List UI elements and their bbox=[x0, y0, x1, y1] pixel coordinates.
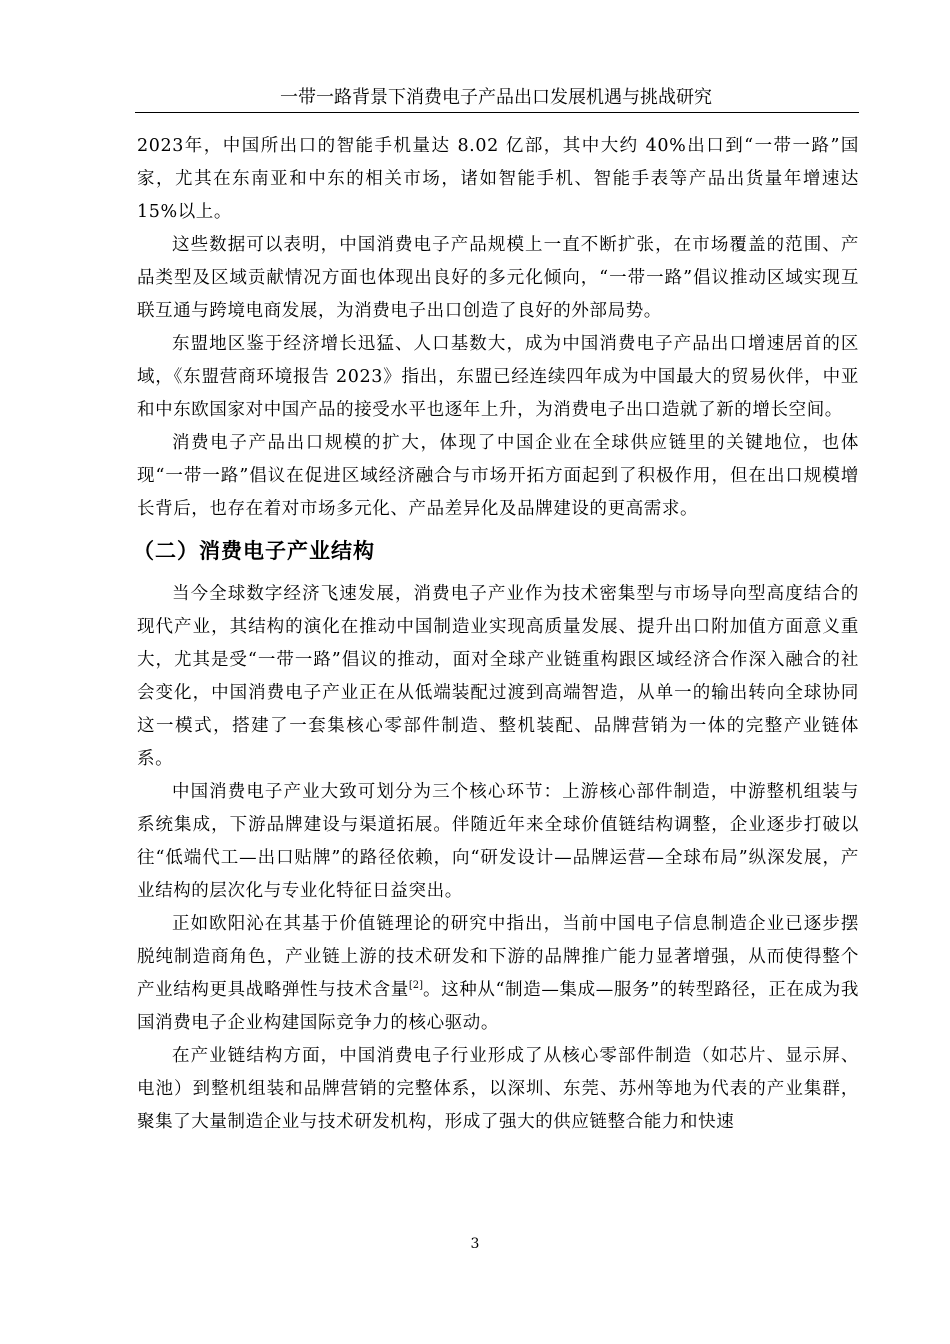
paragraph: 消费电子产品出口规模的扩大，体现了中国企业在全球供应链里的关键地位，也体现“一带一路”倡议在促进区域经济融合与市场开拓方面起到了积极作用，但在出口规模增长背后，也存在着对市场多元化、产品差异化及品牌建设的更高需求。 bbox=[137, 433, 859, 519]
paragraph: 这些数据可以表明，中国消费电子产品规模上一直不断扩张，在市场覆盖的范围、产品类型及区域贡献情况方面也体现出良好的多元化倾向，“一带一路”倡议推动区域实现互联互通与跨境电商发展，为消费电子出口创造了良好的外部局势。 bbox=[137, 235, 859, 321]
paragraph-text: 正如欧阳沁在其基于价值链理论的研究中指出，当前中国电子信息制造企业已逐步摆脱纯制造商角色，产业链上游的技术研发和下游的品牌推广能力显著增强，从而使得整个产业结构更具战略弹性与技术含量 bbox=[137, 914, 859, 1000]
paragraph: 当今全球数字经济飞速发展，消费电子产业作为技术密集型与市场导向型高度结合的现代产业，其结构的演化在推动中国制造业实现高质量发展、提升出口附加值方面意义重大，尤其是受“一带一路”倡议的推动，面对全球产业链重构跟区域经济合作深入融合的社会变化，中国消费电子产业正在从低端装配过渡到高端智造，从单一的输出转向全球协同这一模式，搭建了一套集核心零部件制造、整机装配、品牌营销为一体的完整产业链体系。 bbox=[137, 584, 859, 769]
page-number: 3 bbox=[470, 1236, 480, 1252]
paragraph-with-citation bbox=[137, 908, 859, 1040]
running-header: 一带一路背景下消费电子产品出口发展机遇与挑战研究 bbox=[280, 87, 712, 108]
paragraph-continued: 2023年，中国所出口的智能手机量达 8.02 亿部，其中大约 40%出口到“一带一路”国家，尤其在东南亚和中东的相关市场，诸如智能手机、智能手表等产品出货量年增速达 15%以上。 bbox=[137, 136, 859, 222]
paragraph: 东盟地区鉴于经济增长迅猛、人口基数大，成为中国消费电子产品出口增速居首的区域，《东盟营商环境报告 2023》指出，东盟已经连续四年成为中国最大的贸易伙伴，中亚和中东欧国家对中国产品的接受水平也逐年上升，为消费电子出口造就了新的增长空间。 bbox=[137, 334, 859, 420]
document-body bbox=[133, 130, 859, 1139]
section-heading: （二）消费电子产业结构 bbox=[133, 539, 375, 563]
citation-reference[interactable]: [2] bbox=[408, 980, 424, 992]
header-divider bbox=[135, 112, 859, 113]
paragraph: 在产业链结构方面，中国消费电子行业形成了从核心零部件制造（如芯片、显示屏、电池）到整机组装和品牌营销的完整体系，以深圳、东莞、苏州等地为代表的产业集群，聚集了大量制造企业与技术研发机构，形成了强大的供应链整合能力和快速 bbox=[137, 1046, 859, 1132]
paragraph-text: 。这种从“制造—集成—服务”的转型路径，正在成为我国消费电子企业构建国际竞争力的核心驱动。 bbox=[137, 980, 859, 1033]
paragraph: 中国消费电子产业大致可划分为三个核心环节：上游核心部件制造，中游整机组装与系统集成，下游品牌建设与渠道拓展。伴随近年来全球价值链结构调整，企业逐步打破以往“低端代工—出口贴牌”的路径依赖，向“研发设计—品牌运营—全球布局”纵深发展，产业结构的层次化与专业化特征日益突出。 bbox=[137, 782, 859, 901]
